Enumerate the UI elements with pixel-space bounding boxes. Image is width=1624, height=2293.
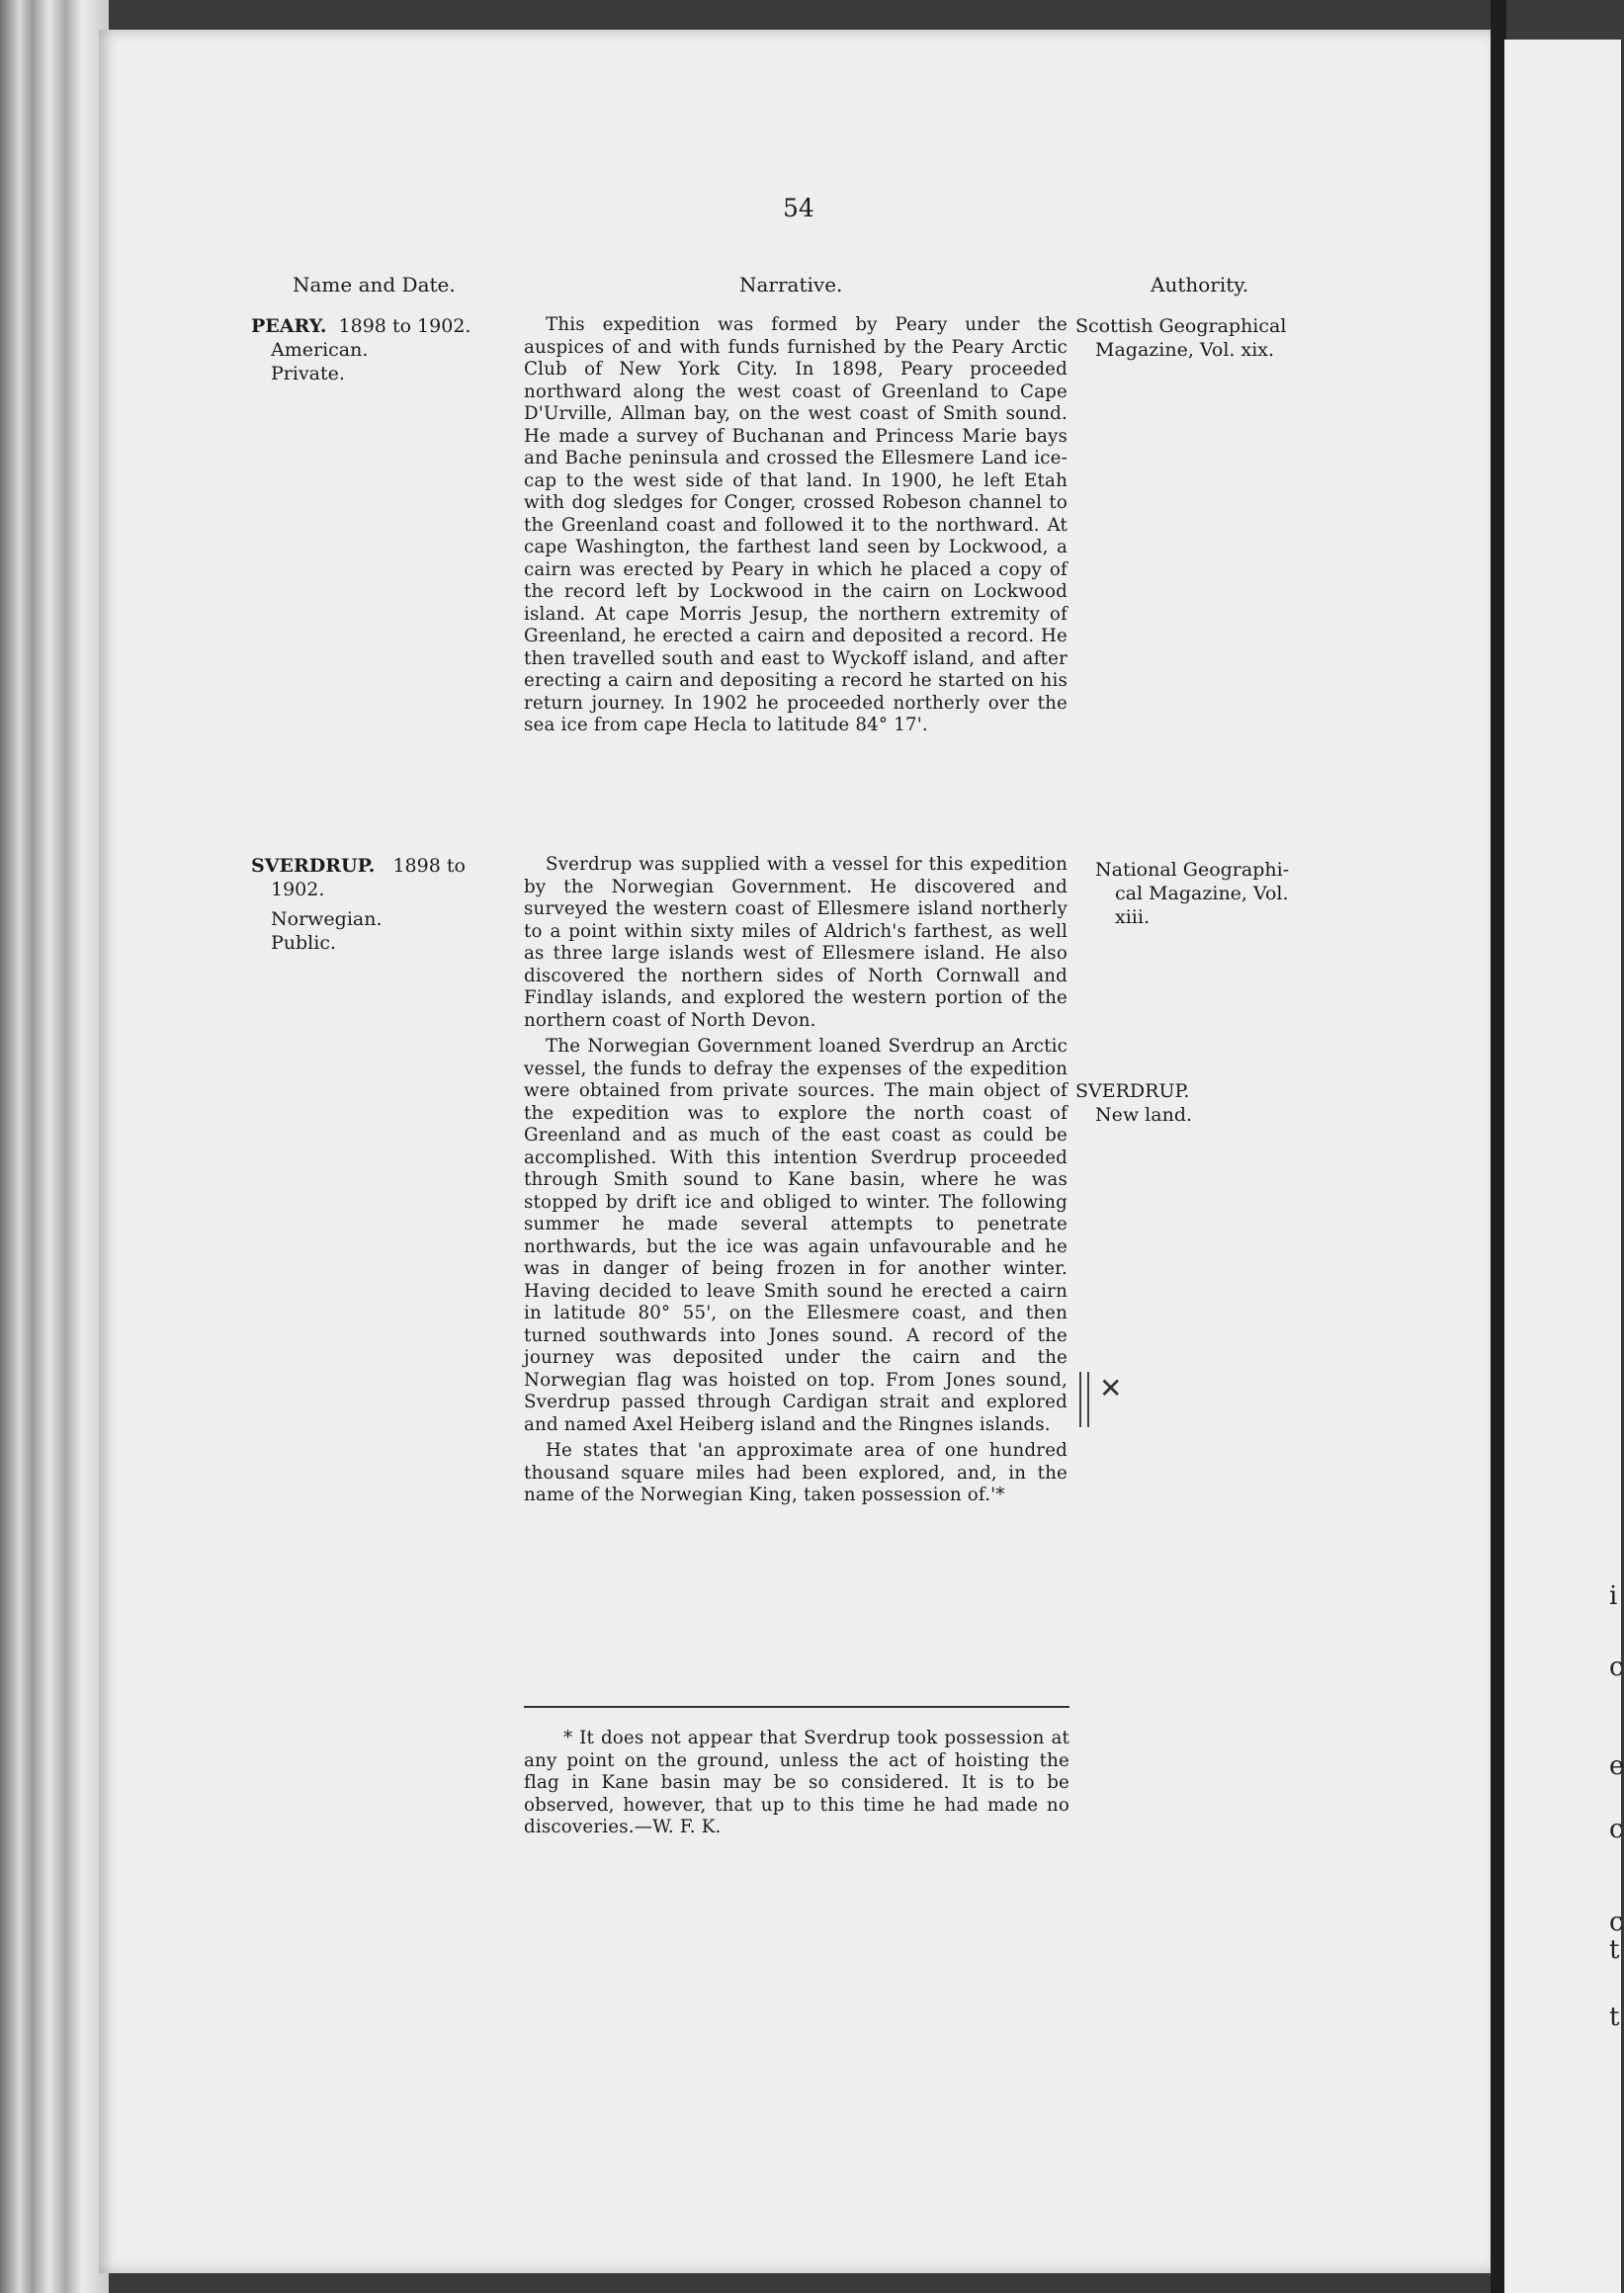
facing-page-letter: i	[1609, 1581, 1618, 1611]
entry-name-sverdrup	[251, 854, 466, 955]
expedition-dates: 1898 to	[392, 855, 466, 877]
narrative-paragraph: This expedition was formed by Peary under the auspices of and with funds furnished by the Peary Arctic Club of New York City. In 1898, Peary proceeded northward along the west coast of Greenland to Cape D'Urville, Allman bay, on the west coast of Smith sound. He made a survey of Buchanan and Princess Marie bays and Bache peninsula and crossed the Ellesmere Land ice-cap to the west side of that land. In 1900, he left Etah with dog sledges for Conger, crossed Robeson channel to the Greenland coast and followed it to the northward. At cape Washington, the farthest land seen by Lockwood, a cairn was erected by Peary in which he placed a copy of the record left by Lockwood in the cairn on Lockwood island. At cape Morris Jesup, the northern extremity of Greenland, he erected a cairn and deposited a record. He then travelled south and east to Wyckoff island, and after erecting a cairn and depositing a record he started on his return journey. In 1902 he proceeded northerly over the sea ice from cape Hecla to latitude 84° 17'.	[524, 314, 1068, 735]
facing-page-letter: t	[1609, 2002, 1620, 2032]
facing-page-letter: c	[1609, 1653, 1624, 1682]
authority-line: cal Magazine, Vol.	[1115, 883, 1289, 904]
authority-line: SVERDRUP.	[1075, 1080, 1190, 1102]
expedition-nationality: American.	[271, 339, 369, 361]
footnote-rule	[524, 1706, 1069, 1708]
expedition-leader: SVERDRUP.	[251, 855, 376, 877]
expedition-type: Private.	[271, 363, 345, 384]
column-header-authority: Authority.	[1151, 273, 1249, 297]
page-number: 54	[783, 194, 814, 222]
expedition-nationality: Norwegian.	[271, 908, 383, 930]
authority-line: Scottish Geographical	[1075, 315, 1287, 337]
margin-annotation-bar	[1079, 1372, 1089, 1427]
footnote	[524, 1728, 1069, 1839]
facing-page-letter: c	[1609, 1815, 1624, 1844]
authority-line: Magazine, Vol. xix.	[1095, 339, 1275, 361]
expedition-dates-cont: 1902.	[271, 879, 325, 900]
narrative-paragraph: He states that 'an approximate area of one hundred thousand square miles had been explored, and, in the name of the Norwegian King, taken possession of.'*	[524, 1440, 1068, 1505]
authority-sverdrup-new-land	[1075, 1079, 1192, 1127]
column-header-name: Name and Date.	[293, 273, 456, 297]
expedition-type: Public.	[271, 932, 337, 954]
authority-line: New land.	[1095, 1104, 1193, 1126]
authority-line: National Geographi-	[1095, 859, 1290, 881]
book-page-edges	[0, 0, 109, 2293]
authority-sverdrup	[1095, 858, 1289, 929]
margin-annotation-mark: ✕	[1099, 1372, 1123, 1404]
narrative-peary	[524, 314, 1068, 741]
facing-page-letter: e	[1609, 1751, 1624, 1781]
narrative-paragraph: Sverdrup was supplied with a vessel for this expedition by the Norwegian Government. He discovered and surveyed the western coast of Ellesmere island northerly to a point within sixty miles of Aldrich's farthest, as well as three large islands west of Ellesmere island. He also discovered the northern sides of North Cornwall and Findlay islands, and explored the western portion of the northern coast of North Devon.	[524, 854, 1068, 1031]
facing-page-letter: c	[1609, 1908, 1624, 1937]
expedition-leader: PEARY.	[251, 315, 327, 337]
entry-name-peary	[251, 314, 470, 385]
authority-peary	[1075, 314, 1286, 362]
narrative-paragraph: The Norwegian Government loaned Sverdrup an Arctic vessel, the funds to defray the expenses of the expedition were obtained from private sources. The main object of the expedition was to explore the north coast of Greenland and as much of the east coast as could be accomplished. With this intention Sverdrup proceeded through Smith sound to Kane basin, where he was stopped by drift ice and obliged to winter. The following summer he made several attempts to penetrate northwards, but the ice was again unfavourable and he was in danger of being frozen in for another winter. Having decided to leave Smith sound he erected a cairn in latitude 80° 55', on the Ellesmere coast, and then turned southwards into Jones sound. A record of the journey was deposited under the cairn and the Norwegian flag was hoisted on top. From Jones sound, Sverdrup passed through Cardigan strait and explored and named Axel Heiberg island and the Ringnes islands.	[524, 1036, 1068, 1435]
column-header-narrative: Narrative.	[739, 273, 843, 297]
facing-page	[1504, 40, 1621, 2293]
footnote-text: * It does not appear that Sverdrup took possession at any point on the ground, unless the act of hoisting the flag in Kane basin may be so considered. It is to be observed, however, that up to this time he had made no discoveries.—W. F. K.	[524, 1728, 1069, 1837]
authority-line: xiii.	[1115, 906, 1150, 928]
expedition-dates: 1898 to 1902.	[338, 315, 471, 337]
narrative-sverdrup	[524, 854, 1068, 1511]
facing-page-letter: t	[1609, 1935, 1620, 1965]
